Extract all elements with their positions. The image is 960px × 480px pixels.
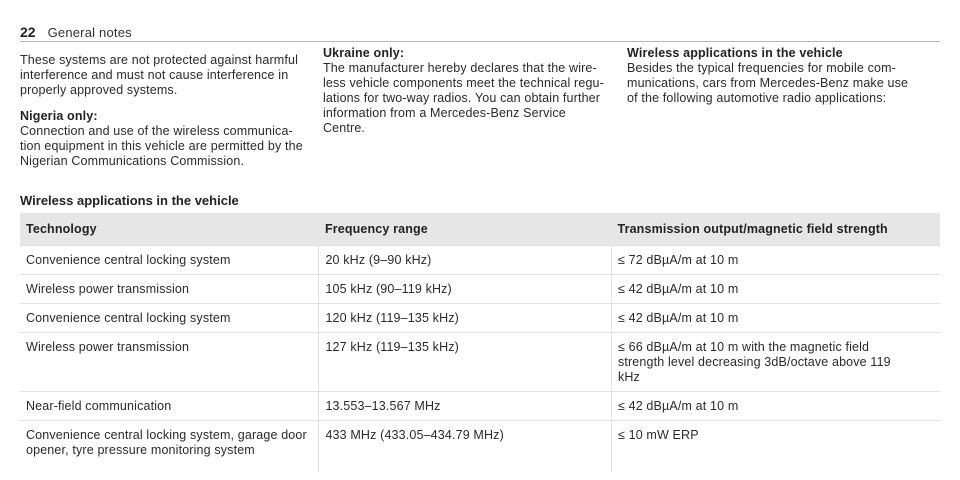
page-header — [20, 24, 132, 40]
technology-cell: Near-field communication — [20, 392, 319, 421]
frequency-cell: 13.553–13.567 MHz — [319, 392, 612, 421]
output-cell: ≤ 42 dBµA/m at 10 m — [611, 275, 940, 304]
frequency-cell: 433 MHz (433.05–434.79 MHz) — [319, 421, 612, 473]
table-row — [20, 275, 940, 304]
nigeria-heading: Nigeria only: — [20, 109, 98, 123]
technology-cell: Wireless power transmission — [20, 333, 319, 392]
section-title: General notes — [47, 25, 132, 40]
output-cell: ≤ 10 mW ERP — [611, 421, 940, 473]
header-frequency-range: Frequency range — [319, 213, 612, 246]
header-technology: Technology — [20, 213, 319, 246]
table-row — [20, 333, 940, 392]
table-row — [20, 246, 940, 275]
intro-column-3 — [627, 46, 927, 106]
output-cell: ≤ 42 dBµA/m at 10 m — [611, 392, 940, 421]
technology-cell: Wireless power transmission — [20, 275, 319, 304]
header-divider — [20, 41, 940, 42]
interference-note: These systems are not protected against harmful interference and must not cause interference in properly approved systems. — [20, 53, 299, 97]
technology-cell: Convenience central locking system — [20, 246, 319, 275]
header-transmission-output: Transmission output/magnetic field strength — [611, 213, 940, 246]
wireless-heading: Wireless applications in the vehicle — [627, 46, 843, 60]
output-cell: ≤ 42 dBµA/m at 10 m — [611, 304, 940, 333]
nigeria-text: Connection and use of the wireless communica- tion equipment in this vehicle are permitted by the Nigerian Communications Commission. — [20, 124, 303, 168]
intro-column-1 — [20, 53, 310, 169]
ukraine-text: The manufacturer hereby declares that the wire- less vehicle components meet the technical regu- lations for two-way radios. You can obtain further information from a Mercedes-Benz Service Centre. — [323, 61, 604, 135]
intro-column-2 — [323, 46, 613, 136]
ukraine-heading: Ukraine only: — [323, 46, 405, 60]
output-cell: ≤ 66 dBµA/m at 10 m with the magnetic field strength level decreasing 3dB/octave above 119 kHz — [611, 333, 940, 392]
technology-cell: Convenience central locking system — [20, 304, 319, 333]
table-row — [20, 392, 940, 421]
table-title: Wireless applications in the vehicle — [20, 193, 239, 208]
table-row — [20, 304, 940, 333]
wireless-text: Besides the typical frequencies for mobile com- munications, cars from Mercedes-Benz make use of the following automotive radio applications: — [627, 61, 909, 105]
frequency-cell: 120 kHz (119–135 kHz) — [319, 304, 612, 333]
frequency-cell: 20 kHz (9–90 kHz) — [319, 246, 612, 275]
table-header-row — [20, 213, 940, 246]
output-cell: ≤ 72 dBµA/m at 10 m — [611, 246, 940, 275]
table-row — [20, 421, 940, 473]
frequency-cell: 127 kHz (119–135 kHz) — [319, 333, 612, 392]
frequency-cell: 105 kHz (90–119 kHz) — [319, 275, 612, 304]
technology-cell: Convenience central locking system, garage door opener, tyre pressure monitoring system — [20, 421, 319, 473]
wireless-applications-table — [20, 213, 940, 472]
page-number: 22 — [20, 24, 36, 40]
